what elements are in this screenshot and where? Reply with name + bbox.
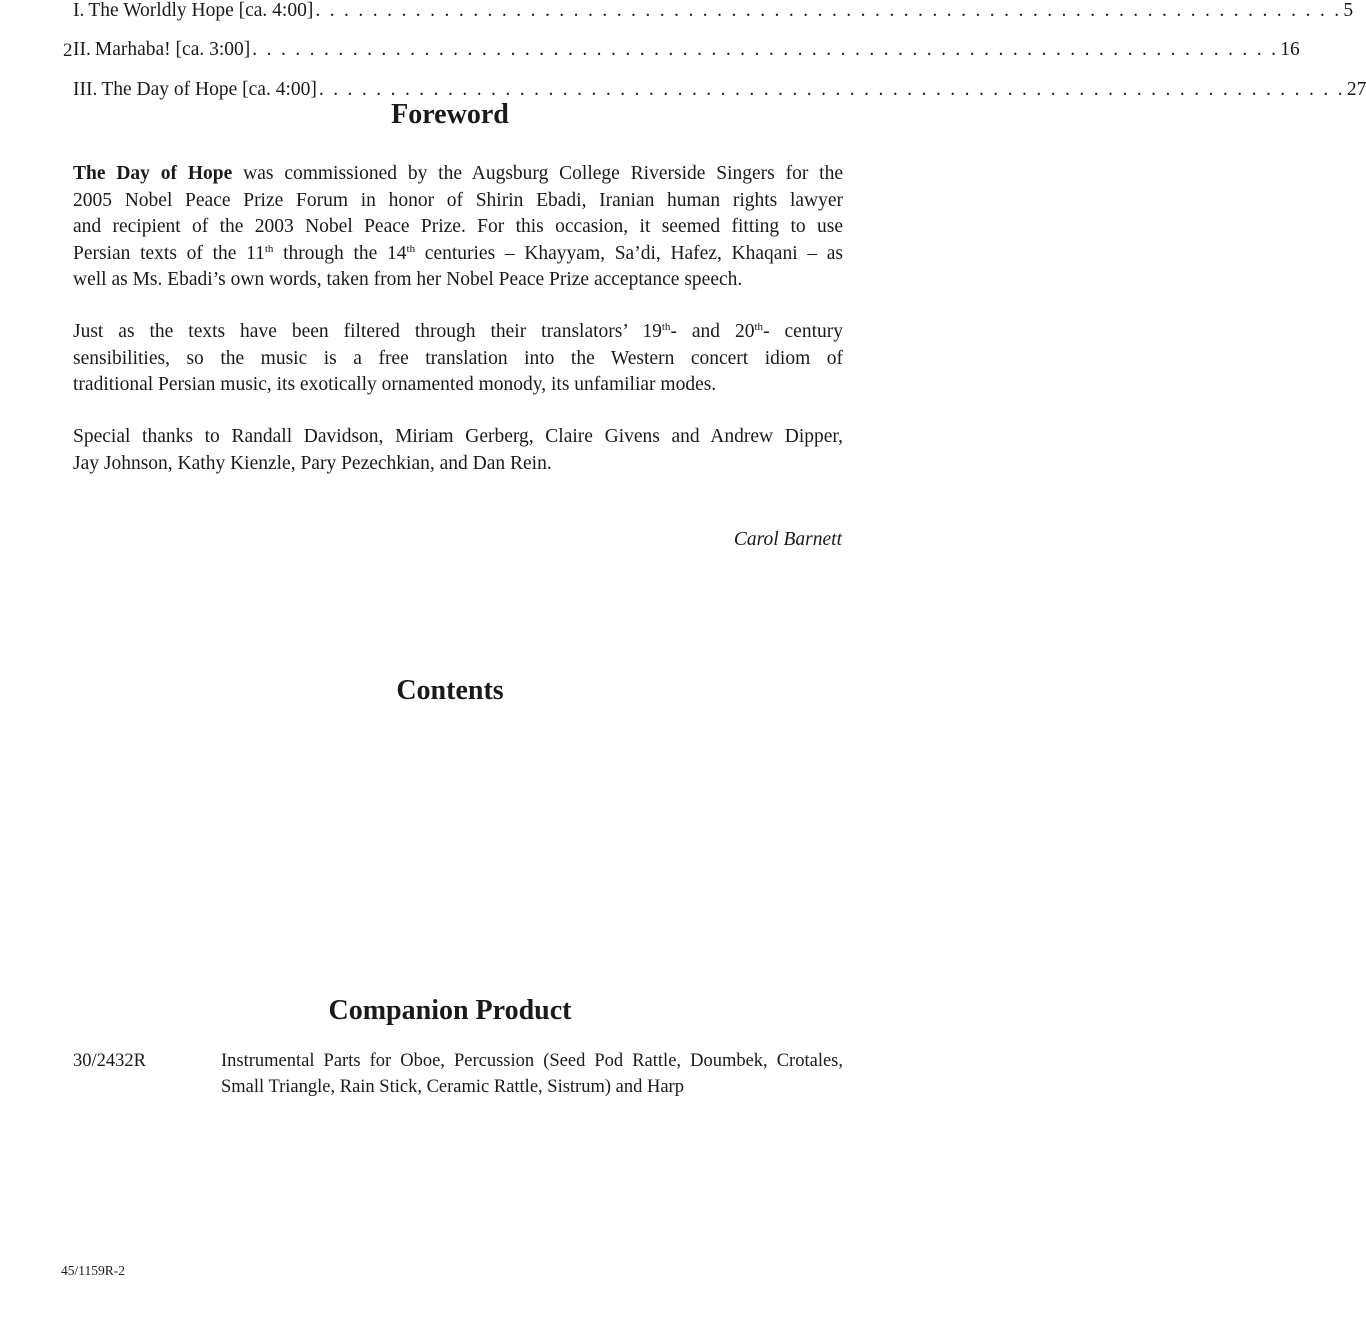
toc-leader-dots: . . . . . . . . . . . . . . . . . . . . . . . . . . . . . . . . . . . . . . . . . . . . . . . . . . . . . . . . . . . . . . . . . . . . . . . . [315, 0, 1342, 21]
toc-entry-page: 27 [1346, 79, 1366, 100]
page-number: 2 [63, 40, 73, 61]
text-run: was commissioned by the Augsburg College Riverside Singers for the [232, 163, 843, 184]
toc-entry-page: 5 [1343, 0, 1354, 21]
toc-leader-dots: . . . . . . . . . . . . . . . . . . . . . . . . . . . . . . . . . . . . . . . . . . . . . . . . . . . . . . . . . . . . . . . . . . . . . . . . [252, 39, 1279, 60]
text-line: Small Triangle, Rain Stick, Ceramic Rattle, Sistrum) and Harp [221, 1077, 684, 1097]
toc-leader-dots: . . . . . . . . . . . . . . . . . . . . . . . . . . . . . . . . . . . . . . . . . . . . . . . . . . . . . . . . . . . . . . . . . . . . . . . . [318, 79, 1345, 100]
text-line: and recipient of the 2003 Nobel Peace Prize. For this occasion, it seemed fitting to use [73, 216, 843, 237]
text-line: sensibilities, so the music is a free translation into the Western concert idiom of [73, 347, 843, 369]
toc-entry-title: The Worldly Hope [ca. 4:00] [88, 0, 314, 21]
product-description [221, 1048, 843, 1100]
product-code: 30/2432R [73, 1051, 146, 1071]
toc-entry-page: 16 [1280, 39, 1300, 60]
text-line: traditional Persian music, its exotically ornamented monody, its unfamiliar modes. [73, 374, 717, 395]
foreword-paragraph-3 [73, 424, 843, 477]
foreword-heading: Foreword [391, 99, 509, 130]
contents-heading: Contents [396, 675, 504, 706]
text-line: Jay Johnson, Kathy Kienzle, Pary Pezechkian, and Dan Rein. [73, 452, 552, 474]
companion-product-heading: Companion Product [328, 995, 572, 1026]
foreword-paragraph-1 [73, 161, 843, 294]
text-line: Special thanks to Randall Davidson, Miriam Gerberg, Claire Givens and Andrew Dipper, [73, 426, 843, 447]
work-title: The Day of Hope [73, 163, 233, 184]
toc-entry[interactable] [73, 0, 1354, 26]
footer-catalog-code: 45/1159R-2 [61, 1263, 125, 1278]
text-line: well as Ms. Ebadi’s own words, taken from her Nobel Peace Prize acceptance speech. [73, 269, 743, 290]
signature: Carol Barnett [733, 529, 842, 550]
toc-entry-number: II. [73, 39, 91, 60]
toc-entry[interactable] [73, 39, 1300, 65]
toc-entry-number: III. [73, 79, 98, 100]
text-line: Instrumental Parts for Oboe, Percussion (Seed Pod Rattle, Doumbek, Crotales, [221, 1051, 843, 1071]
foreword-paragraph-2 [73, 319, 843, 399]
text-line: 2005 Nobel Peace Prize Forum in honor of Shirin Ebadi, Iranian human rights lawyer [73, 189, 843, 211]
text-line: Persian texts of the 11th through the 14th centuries – Khayyam, Sa’di, Hafez, Khaqani – as [73, 242, 844, 264]
toc-entry-title: The Day of Hope [ca. 4:00] [101, 79, 317, 100]
text-line: Just as the texts have been filtered through their translators’ 19th- and 20th- century [73, 321, 843, 342]
toc-entry[interactable] [73, 79, 1366, 105]
toc-entry-title: Marhaba! [ca. 3:00] [94, 39, 251, 60]
toc-entry-number: I. [73, 0, 85, 21]
